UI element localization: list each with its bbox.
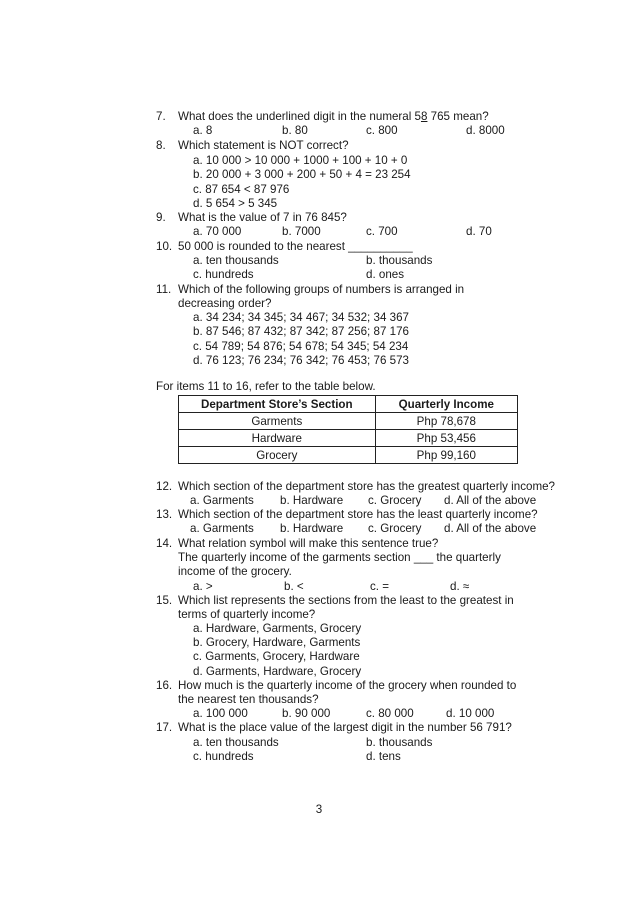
option-b: b. 87 546; 87 432; 87 342; 87 256; 87 176 — [193, 325, 409, 338]
option-c: c. 800 — [366, 124, 398, 137]
option-b: b. 90 000 — [282, 707, 331, 720]
question-text: What relation symbol will make this sentence true? — [178, 537, 439, 550]
page-number: 3 — [315, 803, 323, 816]
question-number: 7. — [156, 110, 166, 123]
option-c: c. 87 654 < 87 976 — [193, 183, 290, 196]
question-number: 16. — [156, 679, 173, 692]
question-text: How much is the quarterly income of the grocery when rounded to — [178, 679, 517, 692]
option-b: b. Hardware — [280, 522, 344, 535]
option-d: d. All of the above — [444, 522, 537, 535]
option-a: a. 34 234; 34 345; 34 467; 34 532; 34 367 — [193, 311, 409, 324]
question-14 — [156, 537, 438, 551]
option-d: d. All of the above — [444, 494, 537, 507]
option-d: d. 10 000 — [446, 707, 495, 720]
question-17 — [156, 721, 512, 735]
table-row — [179, 447, 518, 464]
question-text-cont: the nearest ten thousands? — [178, 693, 319, 706]
option-b: b. < — [284, 580, 304, 593]
question-text: Which list represents the sections from the least to the greatest in — [178, 594, 514, 607]
question-15 — [156, 594, 514, 608]
question-text: Which of the following groups of numbers is arranged in — [178, 283, 465, 296]
option-d: d. ≈ — [450, 580, 470, 593]
option-b: b. 20 000 + 3 000 + 200 + 50 + 4 = 23 254 — [193, 168, 411, 181]
question-text: 50 000 is rounded to the nearest __________ — [178, 240, 413, 253]
question-number: 14. — [156, 537, 173, 550]
option-c: c. = — [370, 580, 390, 593]
question-text: Which section of the department store has the greatest quarterly income? — [178, 480, 555, 493]
question-text-cont: The quarterly income of the garments section ___ the quarterly — [178, 551, 501, 564]
question-12 — [156, 480, 555, 494]
option-a: a. > — [193, 580, 213, 593]
question-number: 15. — [156, 594, 173, 607]
question-text-cont: income of the grocery. — [178, 565, 292, 578]
table-header: Department Store’s Section — [179, 396, 376, 413]
question-number: 10. — [156, 240, 173, 253]
option-a: a. Garments — [190, 522, 254, 535]
question-text-cont: decreasing order? — [178, 297, 272, 310]
underlined-digit: 8 — [420, 110, 428, 123]
question-7 — [156, 110, 489, 124]
option-d: d. 5 654 > 5 345 — [193, 197, 278, 210]
question-text: What does the underlined digit in the numeral 5 — [178, 110, 421, 123]
option-a: a. ten thousands — [193, 254, 279, 267]
table-cell: Grocery — [179, 447, 376, 464]
option-c: c. 54 789; 54 876; 54 678; 54 345; 54 234 — [193, 340, 409, 353]
option-b: b. thousands — [366, 254, 433, 267]
option-c: c. Grocery — [368, 522, 422, 535]
option-c: c. Garments, Grocery, Hardware — [193, 650, 360, 663]
option-b: b. Hardware — [280, 494, 344, 507]
question-number: 11. — [156, 283, 172, 296]
option-a: a. 8 — [193, 124, 213, 137]
question-number: 17. — [156, 721, 173, 734]
option-d: d. Garments, Hardware, Grocery — [193, 665, 362, 678]
option-b: b. Grocery, Hardware, Garments — [193, 636, 361, 649]
question-16 — [156, 679, 516, 693]
question-number: 9. — [156, 211, 166, 224]
table-row — [179, 413, 518, 430]
option-c: c. hundreds — [193, 750, 254, 763]
question-text: What is the value of 7 in 76 845? — [178, 211, 347, 224]
table-header: Quarterly Income — [375, 396, 517, 413]
question-text: Which section of the department store has the least quarterly income? — [178, 508, 538, 521]
table-intro: For items 11 to 16, refer to the table below. — [156, 380, 376, 393]
question-text: Which statement is NOT correct? — [178, 139, 349, 152]
option-d: d. 8000 — [466, 124, 505, 137]
option-a: a. Garments — [190, 494, 254, 507]
table-cell: Php 53,456 — [375, 430, 517, 447]
question-10 — [156, 240, 413, 254]
option-b: b. thousands — [366, 736, 433, 749]
option-a: a. 100 000 — [193, 707, 248, 720]
option-c: c. Grocery — [368, 494, 422, 507]
question-text: What is the place value of the largest digit in the number 56 791? — [178, 721, 512, 734]
question-text-cont: terms of quarterly income? — [178, 608, 316, 621]
option-a: a. 10 000 > 10 000 + 1000 + 100 + 10 + 0 — [193, 154, 408, 167]
question-11 — [156, 283, 464, 297]
question-text-end: 765 mean? — [427, 110, 489, 123]
question-9 — [156, 211, 347, 225]
option-a: a. Hardware, Garments, Grocery — [193, 622, 362, 635]
table-row — [179, 430, 518, 447]
option-b: b. 80 — [282, 124, 308, 137]
option-b: b. 7000 — [282, 225, 321, 238]
option-d: d. 70 — [466, 225, 492, 238]
question-number: 13. — [156, 508, 173, 521]
question-number: 12. — [156, 480, 173, 493]
question-13 — [156, 508, 538, 522]
option-c: c. hundreds — [193, 268, 254, 281]
income-table — [178, 395, 518, 464]
question-number: 8. — [156, 139, 166, 152]
table-cell: Php 78,678 — [375, 413, 517, 430]
table-cell: Garments — [179, 413, 376, 430]
option-d: d. tens — [366, 750, 401, 763]
option-a: a. ten thousands — [193, 736, 279, 749]
question-8 — [156, 139, 349, 153]
table-cell: Php 99,160 — [375, 447, 517, 464]
table-header-row — [179, 396, 518, 413]
option-c: c. 80 000 — [366, 707, 414, 720]
option-c: c. 700 — [366, 225, 398, 238]
option-a: a. 70 000 — [193, 225, 242, 238]
table-cell: Hardware — [179, 430, 376, 447]
option-d: d. 76 123; 76 234; 76 342; 76 453; 76 573 — [193, 354, 409, 367]
option-d: d. ones — [366, 268, 405, 281]
